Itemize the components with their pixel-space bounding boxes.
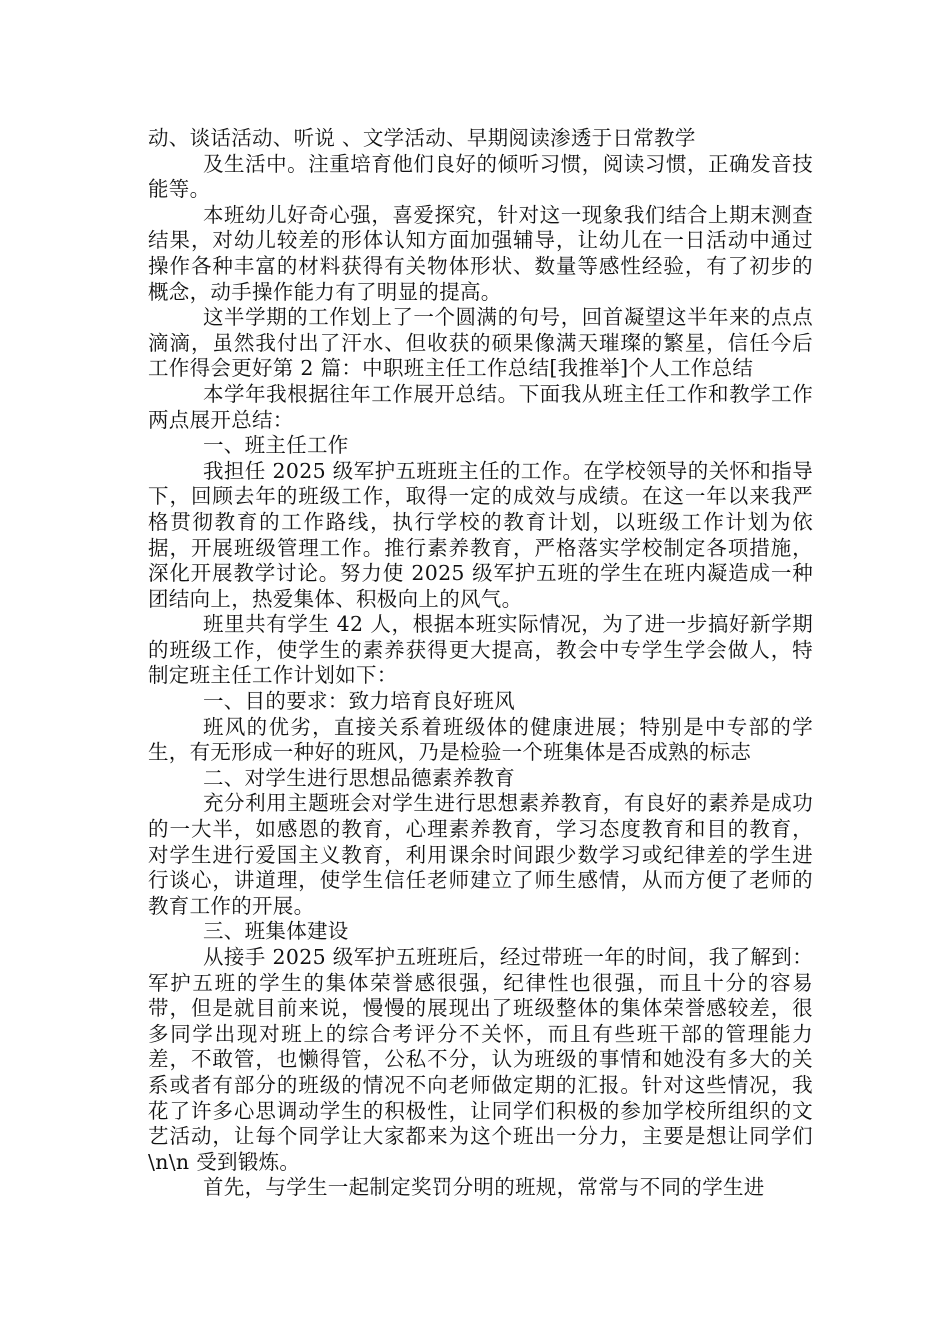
paragraph: 本班幼儿好奇心强，喜爱探究，针对这一现象我们结合上期末测查结果，对幼儿较差的形体认知方面加强辅导，让幼儿在一日活动中通过操作各种丰富的材料获得有关物体形状、数量等感性经验，有了初步的概念，动手操作能力有了明显的提高。 xyxy=(148,202,813,304)
document-body xyxy=(148,126,813,1201)
paragraph: 班风的优劣，直接关系着班级体的健康进展；特别是中专部的学生，有无形成一种好的班风，乃是检验一个班集体是否成熟的标志 xyxy=(148,714,813,765)
section-heading: 一、班主任工作 xyxy=(203,433,349,458)
section-heading: 二、对学生进行思想品德素养教育 xyxy=(203,765,515,790)
paragraph: 从接手 2025 级军护五班班后，经过带班一年的时间，我了解到：军护五班的学生的集体荣誉感很强，纪律性也很强，而且十分的容易带，但是就目前来说，慢慢的展现出了班级整体的集体荣誉感较差，很多同学出现对班上的综合考评分不关怀，而且有些班干部的管理能力差，不敢管，也懒得管，公私不分，认为班级的事情和她没有多大的关系或者有部分的班级的情况不向老师做定期的汇报。针对这些情况，我花了许多心思调动学生的积极性，让同学们积极的参加学校所组织的文艺活动，让每个同学让大家都来为这个班出一分力，主要是想让同学们\n\n 受到锻炼。 xyxy=(148,945,813,1174)
paragraph: 我担任 2025 级军护五班班主任的工作。在学校领导的关怀和指导下，回顾去年的班级工作，取得一定的成效与成绩。在这一年以来我严格贯彻教育的工作路线，执行学校的教育计划，以班级工作计划为依据，开展班级管理工作。推行素养教育，严格落实学校制定各项措施，深化开展教学讨论。努力使 2025 级军护五班的学生在班内凝造成一种团结向上，热爱集体、积极向上的风气。 xyxy=(148,458,813,611)
paragraph: 及生活中。注重培育他们良好的倾听习惯，阅读习惯，正确发音技能等。 xyxy=(148,151,813,202)
section-heading: 三、班集体建设 xyxy=(203,919,349,944)
paragraph: 这半学期的工作划上了一个圆满的句号，回首凝望这半年来的点点滴滴，虽然我付出了汗水、但收获的硕果像满天璀璨的繁星，信任今后工作得会更好第 2 篇：中职班主任工作总结[我推举]个人工作总结 xyxy=(148,305,813,381)
paragraph: 首先，与学生一起制定奖罚分明的班规，常常与不同的学生进 xyxy=(203,1175,765,1200)
paragraph: 班里共有学生 42 人，根据本班实际情况，为了进一步搞好新学期的班级工作，使学生的素养获得更大提高，教会中专学生学会做人，特制定班主任工作计划如下： xyxy=(148,612,813,688)
section-heading: 一、目的要求：致力培育良好班风 xyxy=(203,689,515,714)
paragraph: 充分利用主题班会对学生进行思想素养教育，有良好的素养是成功的一大半，如感恩的教育，心理素养教育，学习态度教育和目的教育，对学生进行爱国主义教育，利用课余时间跟少数学习或纪律差的学生进行谈心，讲道理，使学生信任老师建立了师生感情，从而方便了老师的教育工作的开展。 xyxy=(148,791,813,918)
paragraph: 本学年我根据往年工作展开总结。下面我从班主任工作和教学工作两点展开总结： xyxy=(148,381,813,432)
paragraph: 动、谈话活动、听说 、文学活动、早期阅读渗透于日常教学 xyxy=(148,126,696,150)
